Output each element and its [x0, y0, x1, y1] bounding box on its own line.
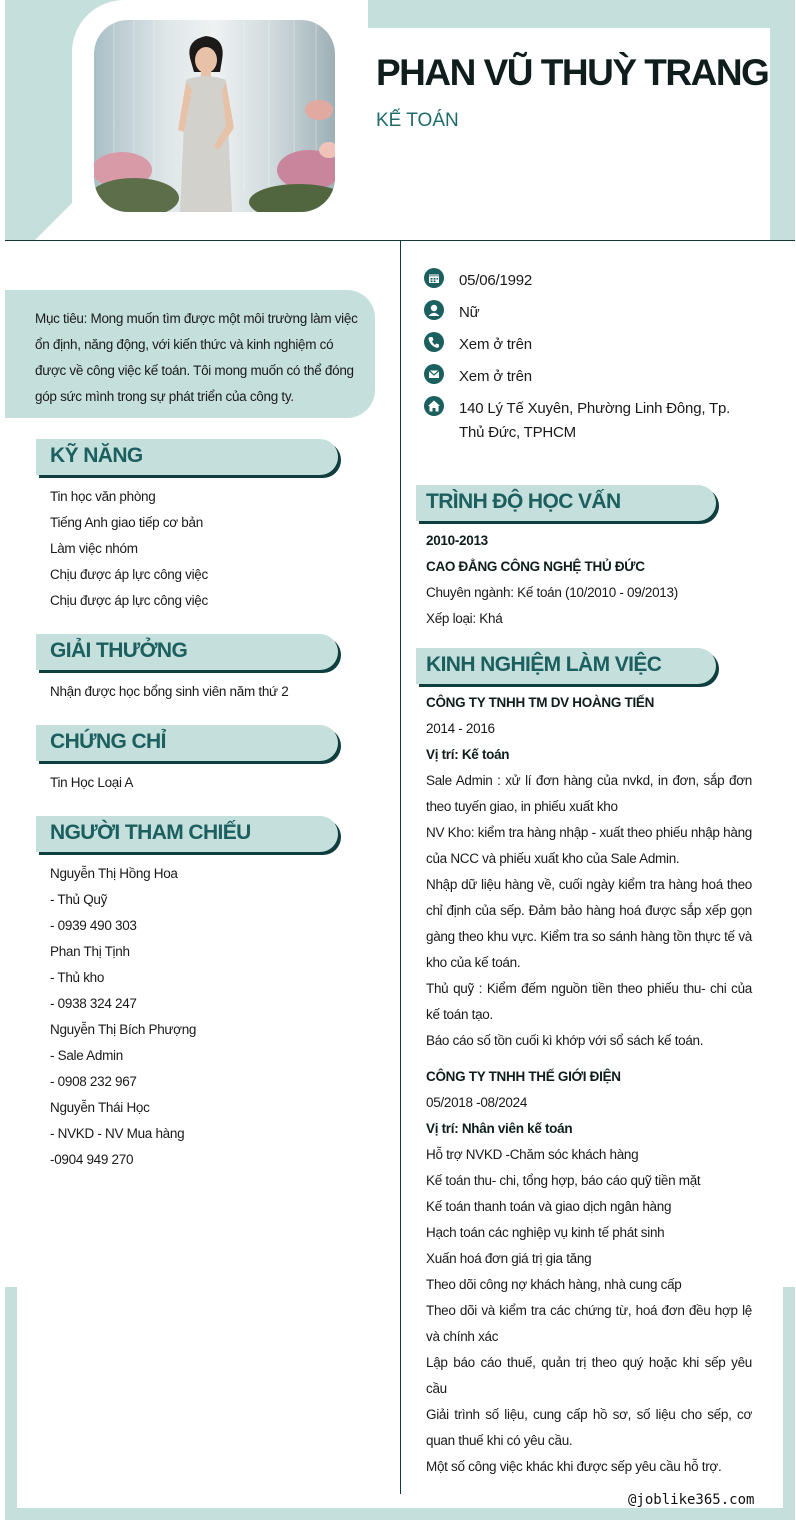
profile-photo: [94, 20, 335, 212]
job-detail: Một số công việc khác khi được sếp yêu cầu hỗ trợ.: [426, 1459, 722, 1474]
job-company: CÔNG TY TNHH THẾ GIỚI ĐIỆN: [426, 1069, 621, 1084]
list-item: -0904 949 270: [50, 1152, 134, 1167]
job-period: 05/2018 -08/2024: [426, 1095, 528, 1110]
certificates-list: [50, 770, 133, 796]
watermark: @joblike365.com: [628, 1492, 755, 1508]
objective-box: Mục tiêu: Mong muốn tìm được một môi trường làm việc ổn định, năng động, với kiến thức và kinh nghiệm có được về công việc kế toán. Tôi mong muốn có thể đóng góp sức mình trong sự phát triển của công ty.: [5, 290, 375, 418]
references-heading: [36, 816, 338, 852]
job-detail: Kế toán thanh toán và giao dịch ngân hàng: [426, 1199, 672, 1214]
job-block-1: [426, 690, 752, 1054]
person-icon: [424, 300, 444, 320]
candidate-name: PHAN VŨ THUỲ TRANG: [376, 52, 769, 93]
job-detail: Báo cáo số tồn cuối kì khớp với sổ sách kế toán.: [426, 1033, 704, 1048]
references-list: [50, 861, 196, 1173]
job-block-2: [426, 1064, 752, 1480]
education-block: [426, 528, 752, 632]
list-item: Chịu được áp lực công việc: [50, 567, 208, 582]
candidate-title: KẾ TOÁN: [376, 110, 459, 131]
job-detail: Hạch toán các nghiệp vụ kinh tế phát sinh: [426, 1225, 665, 1240]
list-item: - 0908 232 967: [50, 1074, 137, 1089]
awards-heading: [36, 634, 338, 670]
education-school: CAO ĐẲNG CÔNG NGHỆ THỦ ĐỨC: [426, 559, 645, 574]
job-detail: Giải trình số liệu, cung cấp hồ sơ, số liệu cho sếp, cơ quan thuế khi có yêu cầu.: [426, 1407, 752, 1448]
list-item: - Sale Admin: [50, 1048, 123, 1063]
list-item: Chịu được áp lực công việc: [50, 593, 208, 608]
skills-heading: [36, 439, 338, 475]
email-icon: [424, 364, 444, 384]
job-detail: Theo dõi công nợ khách hàng, nhà cung cấp: [426, 1277, 682, 1292]
education-heading: [416, 485, 716, 521]
job-period: 2014 - 2016: [426, 721, 495, 736]
list-item: Nguyễn Thái Học: [50, 1100, 150, 1115]
column-divider: [400, 240, 401, 1494]
awards-list: [50, 679, 288, 705]
job-detail: Thủ quỹ : Kiểm đếm nguồn tiền theo phiếu thu- chi của kế toán tạo.: [426, 981, 752, 1022]
education-major: Chuyên ngành: Kế toán (10/2010 - 09/2013): [426, 585, 678, 600]
experience-heading-label: KINH NGHIỆM LÀM VIỆC: [426, 653, 662, 676]
footer-bar: [5, 1508, 795, 1520]
contact-gender-text: Nữ: [459, 304, 480, 321]
calendar-icon: [424, 268, 444, 288]
job-detail: Xuấn hoá đơn giá trị gia tăng: [426, 1251, 592, 1266]
list-item: Nguyễn Thị Bích Phượng: [50, 1022, 197, 1037]
list-item: Nhận được học bổng sinh viên năm thứ 2: [50, 684, 289, 699]
job-detail: Sale Admin : xử lí đơn hàng của nvkd, in đơn, sắp đơn theo tuyến giao, in phiếu xuất kho: [426, 773, 752, 814]
list-item: - 0938 324 247: [50, 996, 137, 1011]
job-company: CÔNG TY TNHH TM DV HOÀNG TIẾN: [426, 695, 655, 710]
contact-birthday-text: 05/06/1992: [459, 272, 533, 289]
list-item: - Thủ Quỹ: [50, 892, 108, 907]
list-item: Tin học văn phòng: [50, 489, 156, 504]
job-detail: Kế toán thu- chi, tổng hợp, báo cáo quỹ tiền mặt: [426, 1173, 701, 1188]
education-heading-label: TRÌNH ĐỘ HỌC VẤN: [426, 490, 621, 513]
list-item: Phan Thị Tịnh: [50, 944, 130, 959]
experience-heading: [416, 648, 716, 684]
contact-email-text: Xem ở trên: [459, 368, 532, 385]
job-detail: Theo dõi và kiểm tra các chứng từ, hoá đơn đều hợp lệ và chính xác: [426, 1303, 752, 1344]
education-grade: Xếp loại: Khá: [426, 611, 503, 626]
phone-icon: [424, 332, 444, 352]
contact-address-text: 140 Lý Tế Xuyên, Phường Linh Đông, Tp. Thủ Đức, TPHCM: [459, 400, 731, 441]
list-item: - 0939 490 303: [50, 918, 137, 933]
list-item: - Thủ kho: [50, 970, 105, 985]
references-heading-label: NGƯỜI THAM CHIẾU: [50, 821, 251, 844]
education-period: 2010-2013: [426, 533, 488, 548]
home-icon: [424, 396, 444, 416]
list-item: - NVKD - NV Mua hàng: [50, 1126, 185, 1141]
list-item: Tin Học Loại A: [50, 775, 134, 790]
job-detail: Hỗ trợ NVKD -Chăm sóc khách hàng: [426, 1147, 639, 1162]
skills-list: [50, 484, 208, 614]
list-item: Làm việc nhóm: [50, 541, 138, 556]
job-position: Vị trí: Kế toán: [426, 747, 510, 762]
footer-left-bar: [5, 1287, 17, 1520]
footer-right-bar: [783, 1287, 795, 1520]
certificates-heading-label: CHỨNG CHỈ: [50, 730, 166, 753]
awards-heading-label: GIẢI THƯỞNG: [50, 639, 188, 662]
certificates-heading: [36, 725, 338, 761]
job-position: Vị trí: Nhân viên kế toán: [426, 1121, 573, 1136]
list-item: Tiếng Anh giao tiếp cơ bản: [50, 515, 203, 530]
contact-phone-text: Xem ở trên: [459, 336, 532, 353]
job-detail: NV Kho: kiểm tra hàng nhập - xuất theo phiếu nhập hàng của NCC và phiếu xuất kho của Sale Admin.: [426, 825, 752, 866]
job-detail: Lập báo cáo thuế, quản trị theo quý hoặc khi sếp yêu cầu: [426, 1355, 752, 1396]
skills-heading-label: KỸ NĂNG: [50, 444, 143, 467]
job-detail: Nhập dữ liệu hàng về, cuối ngày kiểm tra hàng hoá theo chỉ định của sếp. Đảm bảo hàng hoá được sắp xếp gọn gàng theo khu vực. Kiểm tra so sánh hàng tồn thực tế và kho của kế toán.: [426, 877, 752, 970]
list-item: Nguyễn Thị Hồng Hoa: [50, 866, 178, 881]
